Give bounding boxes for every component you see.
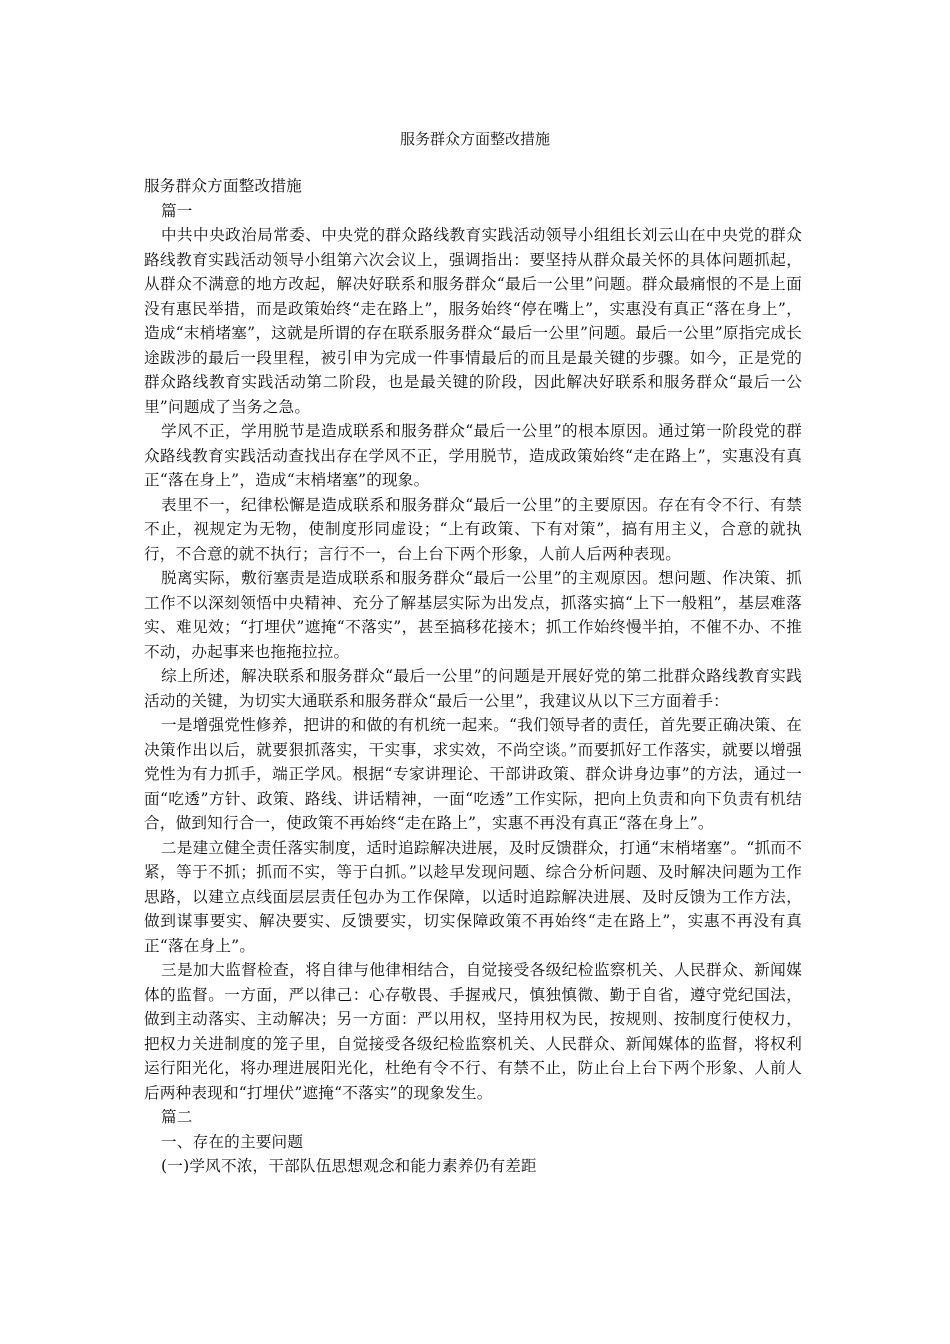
paragraph: 脱离实际，敷衍塞责是造成联系和服务群众“最后一公里”的主观原因。想问题、作决策、抓工作不以深刻领悟中央精神、充分了解基层实际为出发点，抓落实搞“上下一般粗”，基层难落实、难见效；“打埋伏”遮掩“不落实”，甚至搞移花接木；抓工作始终慢半拍，不催不办、不推不动，办起事来也拖拖拉拉。 [144, 569, 802, 661]
paragraph: 一是增强党性修养，把讲的和做的有机统一起来。“我们领导者的责任，首先要正确决策、在决策作出以后，就要狠抓落实，干实事，求实效，不尚空谈。”而要抓好工作落实，就要以增强党性为有力抓手，端正学风。根据“专家讲理论、干部讲政策、群众讲身边事”的方法，通过一面“吃透”方针、政策、路线、讲话精神，一面“吃透”工作实际，把向上负责和向下负责有机结合，做到知行合一，使政策不再始终“走在路上”，实惠不再没有真正“落在身上”。 [144, 716, 802, 832]
paragraph: 学风不正，学用脱节是造成联系和服务群众“最后一公里”的根本原因。通过第一阶段党的群众路线教育实践活动查找出存在学风不正，学用脱节，造成政策始终“走在路上”，实惠没有真正“落在身上”，造成“末梢堵塞”的现象。 [144, 422, 802, 489]
paragraph: 二是建立健全责任落实制度，适时追踪解决进展，及时反馈群众，打通“末梢堵塞”。“抓而不紧，等于不抓；抓而不实，等于白抓。”以趁早发现问题、综合分析问题、及时解决问题为工作思路，以建立点线面层层责任包办为工作保障，以适时追踪解决进展、及时反馈为工作方法，做到谋事要实、解决要实、反馈要实，切实保障政策不再始终“走在路上”，实惠不再没有真正“落在身上”。 [144, 838, 802, 955]
paragraph: 综上所述，解决联系和服务群众“最后一公里”的问题是开展好党的第二批群众路线教育实践活动的关键，为切实大通联系和服务群众“最后一公里”，我建议从以下三方面着手： [144, 667, 802, 710]
document-subtitle: 服务群众方面整改措施 [144, 177, 302, 195]
paragraph: 表里不一，纪律松懈是造成联系和服务群众“最后一公里”的主要原因。存在有令不行、有禁不止，视规定为无物，使制度形同虚设；“上有政策、下有对策”，搞有用主义，合意的就执行，不合意的就不执行；言行不一，台上台下两个形象，人前人后两种表现。 [144, 495, 802, 563]
heading-problems: 一、存在的主要问题 [161, 1132, 304, 1151]
paragraph: 中共中央政治局常委、中央党的群众路线教育实践活动领导小组组长刘云山在中央党的群众路线教育实践活动领导小组第六次会议上，强调指出：要坚持从群众最关怀的具体问题抓起，从群众不满意的地方改起，解决好联系和服务群众“最后一公里”问题。群众最痛恨的不是上面没有惠民举措，而是政策始终“走在路上”，服务始终“停在嘴上”，实惠没有真正“落在身上”，造成“末梢堵塞”，这就是所谓的存在联系服务群众“最后一公里”问题。最后一公里”原指完成长途跋涉的最后一段里程，被引申为完成一件事情最后的而且是最关键的步骤。如今，正是党的群众路线教育实践活动第二阶段，也是最关键的阶段，因此解决好联系和服务群众“最后一公里”问题成了当务之急。 [144, 226, 802, 416]
section-label-1: 篇一 [161, 201, 193, 220]
document-body [144, 174, 802, 1179]
paragraph: 三是加大监督检查，将自律与他律相结合，自觉接受各级纪检监察机关、人民群众、新闻媒体的监督。一方面，严以律己：心存敬畏、手握戒尺，慎独慎微、勤于自省，遵守党纪国法，做到主动落实、主动解决；另一方面：严以用权，坚持用权为民，按规则、按制度行使权力，把权力关进制度的笼子里，自觉接受各级纪检监察机关、人民群众、新闻媒体的监督，将权利运行阳光化，将办理进展阳光化，杜绝有令不行、有禁不止，防止台上台下两个形象、人前人后两种表现和“打埋伏”遮掩“不落实”的现象发生。 [144, 961, 802, 1102]
section-label-2: 篇二 [161, 1108, 193, 1126]
document-title: 服务群众方面整改措施 [399, 130, 550, 148]
subheading-study-style: (一)学风不浓，干部队伍思想观念和能力素养仍有差距 [161, 1157, 537, 1175]
